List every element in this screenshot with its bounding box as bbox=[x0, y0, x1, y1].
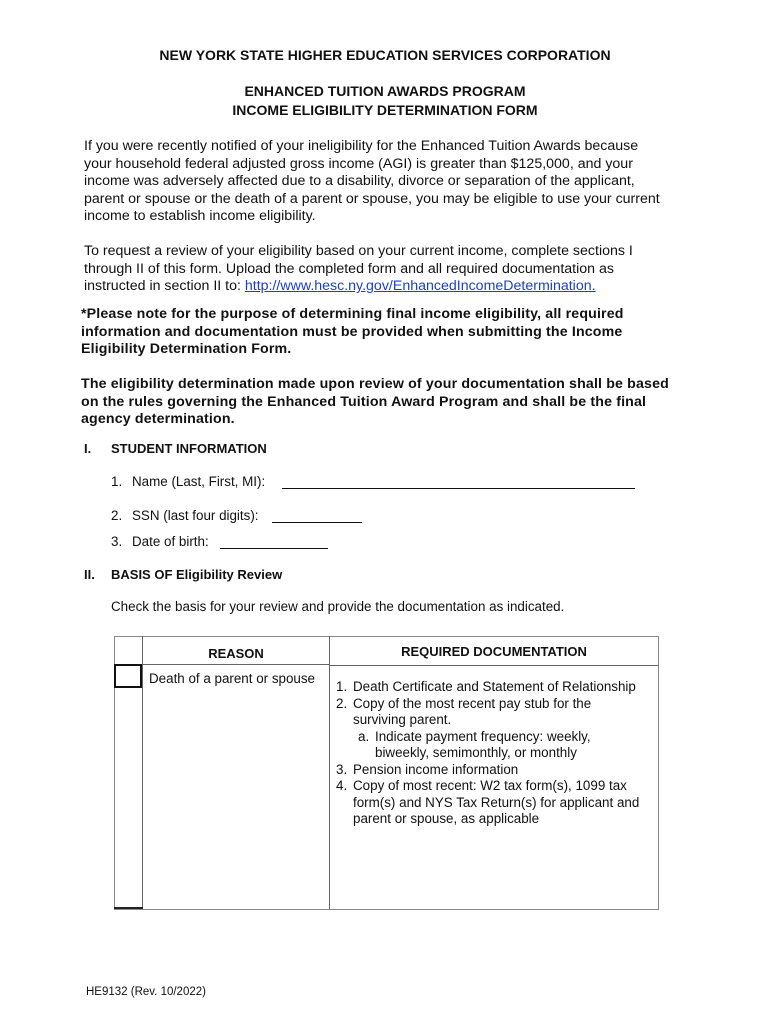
doc-text: Copy of the most recent pay stub for the bbox=[353, 695, 592, 711]
intro-line: through II of this form. Upload the completed form and all required documentation as bbox=[84, 260, 614, 277]
note-line: on the rules governing the Enhanced Tuition Award Program and shall be the final bbox=[81, 393, 647, 410]
death-reason-checkbox[interactable] bbox=[114, 664, 142, 688]
doc-item bbox=[336, 778, 656, 828]
field-dob-num: 3. bbox=[111, 534, 123, 549]
doc-item bbox=[336, 762, 656, 779]
note-line: *Please note for the purpose of determining final income eligibility, all required bbox=[81, 306, 624, 322]
table-divider bbox=[329, 636, 330, 909]
section-1-numeral: I. bbox=[84, 441, 92, 456]
field-dob-label: Date of birth: bbox=[132, 534, 209, 549]
note-final-eligibility bbox=[81, 306, 624, 359]
doc-text: Indicate payment frequency: weekly, bbox=[375, 728, 591, 744]
note-line: The eligibility determination made upon review of your documentation shall be based bbox=[81, 376, 669, 392]
intro-line: income was adversely affected due to a disability, divorce or separation of the applicant, bbox=[84, 173, 635, 190]
field-name-label: Name (Last, First, MI): bbox=[132, 474, 266, 489]
intro-line: To request a review of your eligibility based on your current income, complete sections I bbox=[84, 243, 633, 259]
intro-line: If you were recently notified of your ineligibility for the Enhanced Tuition Awards because bbox=[84, 138, 639, 154]
reason-death: Death of a parent or spouse bbox=[149, 671, 316, 686]
intro-paragraph-2 bbox=[84, 243, 633, 296]
section-1-title: STUDENT INFORMATION bbox=[111, 441, 267, 456]
intro-line: income to establish income eligibility. bbox=[84, 208, 316, 225]
table-divider bbox=[114, 907, 143, 909]
ssn-input[interactable] bbox=[272, 510, 362, 523]
intro-line: your household federal adjusted gross income (AGI) is greater than $125,000, and your bbox=[84, 155, 633, 172]
dob-input[interactable] bbox=[220, 536, 328, 549]
section-2-title: BASIS OF Eligibility Review bbox=[111, 567, 283, 582]
note-line: information and documentation must be provided when submitting the Income bbox=[81, 323, 623, 340]
doc-num: 4. bbox=[336, 778, 348, 793]
note-line: Eligibility Determination Form. bbox=[81, 341, 292, 358]
intro-line: parent or spouse or the death of a parent or spouse, you may be eligible to use your current bbox=[84, 190, 660, 207]
intro-paragraph-1 bbox=[84, 138, 660, 226]
field-ssn-num: 2. bbox=[111, 508, 123, 523]
field-ssn-label: SSN (last four digits): bbox=[132, 508, 259, 523]
doc-text: parent or spouse, as applicable bbox=[353, 811, 540, 826]
doc-text: Copy of most recent: W2 tax form(s), 1099 tax bbox=[353, 778, 627, 793]
intro-line bbox=[84, 278, 633, 296]
name-input[interactable] bbox=[282, 476, 635, 489]
doc-text: Death Certificate and Statement of Relationship bbox=[353, 679, 636, 694]
doc-num: 2. bbox=[336, 695, 348, 711]
section-2-instruction: Check the basis for your review and provide the documentation as indicated. bbox=[111, 599, 565, 614]
header-required-docs: REQUIRED DOCUMENTATION bbox=[401, 644, 587, 659]
doc-text: biweekly, semimonthly, or monthly bbox=[375, 745, 577, 760]
table-divider bbox=[329, 665, 659, 666]
intro-line-prefix: instructed in section II to: bbox=[84, 278, 245, 295]
note-agency-determination bbox=[81, 376, 669, 429]
form-title: INCOME ELIGIBILITY DETERMINATION FORM bbox=[232, 102, 538, 118]
note-line: agency determination. bbox=[81, 411, 235, 428]
header-reason: REASON bbox=[208, 646, 264, 661]
table-divider bbox=[142, 636, 143, 909]
doc-text: form(s) and NYS Tax Return(s) for applicant and bbox=[353, 794, 640, 810]
table-divider bbox=[142, 664, 330, 665]
org-name: NEW YORK STATE HIGHER EDUCATION SERVICES CORPORATION bbox=[159, 47, 611, 63]
doc-num: 1. bbox=[336, 679, 348, 694]
section-2-numeral: II. bbox=[84, 567, 95, 582]
doc-text: surviving parent. bbox=[353, 712, 452, 727]
program-title: ENHANCED TUITION AWARDS PROGRAM bbox=[244, 83, 526, 99]
required-docs-list bbox=[336, 679, 656, 828]
doc-num: a. bbox=[358, 728, 370, 744]
upload-link[interactable]: http://www.hesc.ny.gov/EnhancedIncomeDetermination. bbox=[244, 278, 596, 295]
doc-item bbox=[336, 679, 656, 696]
field-name-num: 1. bbox=[111, 474, 123, 489]
form-id: HE9132 (Rev. 10/2022) bbox=[86, 986, 206, 998]
doc-num: 3. bbox=[336, 761, 348, 777]
doc-subitem bbox=[336, 729, 656, 762]
doc-item bbox=[336, 696, 656, 729]
doc-text: Pension income information bbox=[353, 761, 519, 777]
